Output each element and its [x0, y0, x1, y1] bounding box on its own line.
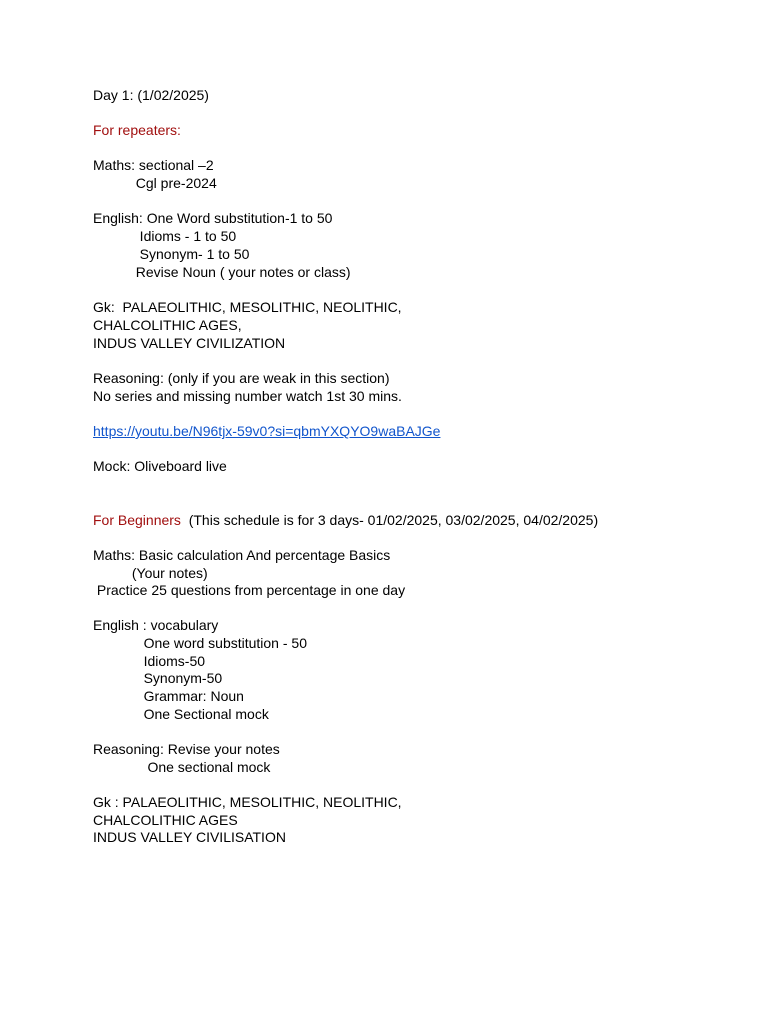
- beginners-maths-line-3: Practice 25 questions from percentage in one day: [93, 582, 406, 598]
- repeaters-gk-line-2: CHALCOLITHIC AGES,: [93, 317, 242, 333]
- beginners-gk-line-2: CHALCOLITHIC AGES: [93, 812, 238, 828]
- repeaters-gk-line-3: INDUS VALLEY CIVILIZATION: [93, 335, 286, 351]
- day-title: Day 1: (1/02/2025): [93, 87, 209, 103]
- beginners-english-line-3: Idioms-50: [93, 653, 206, 669]
- beginners-english-line-5: Grammar: Noun: [93, 688, 244, 704]
- repeaters-english-line-2: Idioms - 1 to 50: [93, 228, 237, 244]
- repeaters-heading: For repeaters:: [93, 122, 181, 138]
- repeaters-english-line-4: Revise Noun ( your notes or class): [93, 264, 351, 280]
- beginners-gk-line-3: INDUS VALLEY CIVILISATION: [93, 829, 286, 845]
- beginners-schedule-note: (This schedule is for 3 days- 01/02/2025, 03/02/2025, 04/02/2025): [180, 512, 599, 528]
- repeaters-maths-line-1: Maths: sectional –2: [93, 157, 214, 173]
- beginners-gk-line-1: Gk : PALAEOLITHIC, MESOLITHIC, NEOLITHIC,: [93, 794, 402, 810]
- beginners-heading: For Beginners: [93, 512, 181, 528]
- repeaters-maths-line-2: Cgl pre-2024: [93, 175, 217, 191]
- beginners-english-line-1: English : vocabulary: [93, 617, 219, 633]
- repeaters-reasoning-line-1: Reasoning: (only if you are weak in this section): [93, 370, 390, 386]
- beginners-english-line-2: One word substitution - 50: [93, 635, 307, 651]
- repeaters-english-line-1: English: One Word substitution-1 to 50: [93, 210, 333, 226]
- repeaters-english-line-3: Synonym- 1 to 50: [93, 246, 250, 262]
- beginners-maths-line-1: Maths: Basic calculation And percentage Basics: [93, 547, 391, 563]
- beginners-reasoning-line-2: One sectional mock: [93, 759, 271, 775]
- repeaters-reasoning-line-2: No series and missing number watch 1st 30 mins.: [93, 388, 402, 404]
- beginners-heading-line: [93, 511, 598, 529]
- beginners-english-line-6: One Sectional mock: [93, 706, 269, 722]
- repeaters-gk-line-1: Gk: PALAEOLITHIC, MESOLITHIC, NEOLITHIC,: [93, 299, 402, 315]
- repeaters-mock: Mock: Oliveboard live: [93, 458, 227, 474]
- beginners-reasoning-line-1: Reasoning: Revise your notes: [93, 741, 280, 757]
- youtube-link[interactable]: https://youtu.be/N96tjx-59v0?si=qbmYXQYO9waBAJGe: [93, 423, 441, 439]
- beginners-maths-line-2: (Your notes): [93, 565, 208, 581]
- beginners-english-line-4: Synonym-50: [93, 670, 223, 686]
